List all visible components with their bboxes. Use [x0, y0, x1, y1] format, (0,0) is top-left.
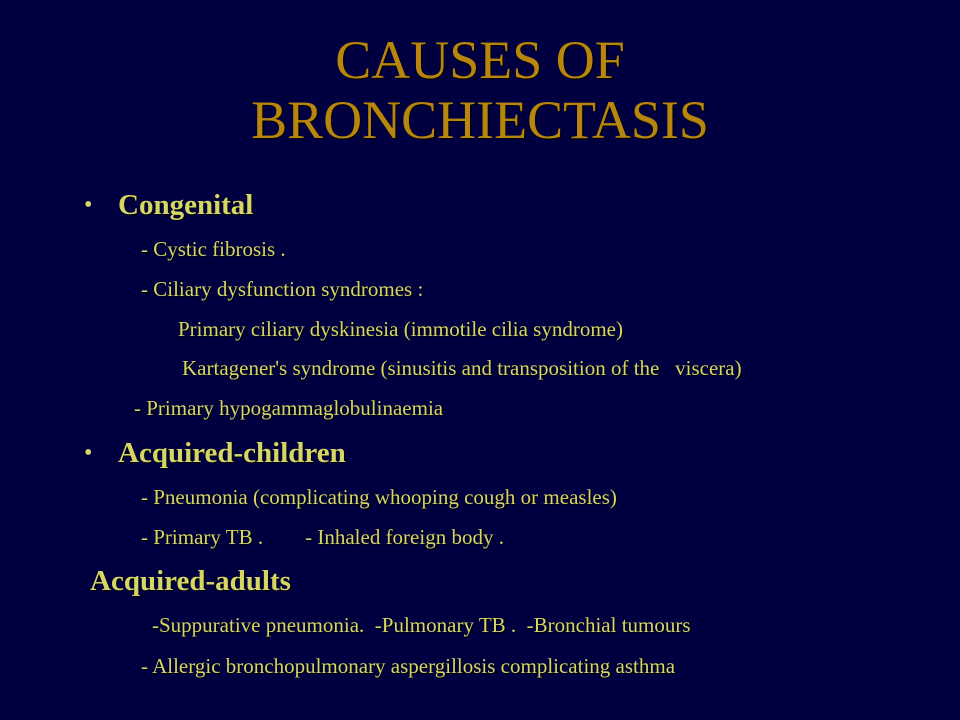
heading-acquired-children: Acquired-children — [118, 437, 346, 469]
bullet-icon: • — [84, 192, 93, 218]
title-line-1: CAUSES OF — [335, 30, 625, 90]
congenital-item: - Cystic fibrosis . — [141, 237, 286, 261]
congenital-item: - Primary hypogammaglobulinaemia — [134, 396, 444, 420]
acquired-children-item: - Pneumonia (complicating whooping cough or measles) — [141, 485, 617, 509]
acquired-adults-item: -Suppurative pneumonia. -Pulmonary TB . -Bronchial tumours — [152, 613, 691, 637]
acquired-children-item: - Primary TB . - Inhaled foreign body . — [141, 525, 504, 549]
congenital-item: Kartagener's syndrome (sinusitis and transposition of the viscera) — [182, 356, 742, 380]
congenital-item: - Ciliary dysfunction syndromes : — [141, 277, 424, 301]
slide-title — [0, 30, 960, 150]
heading-acquired-adults: Acquired-adults — [90, 565, 291, 597]
acquired-adults-item: - Allergic bronchopulmonary aspergillosis complicating asthma — [141, 654, 676, 678]
congenital-item: Primary ciliary dyskinesia (immotile cilia syndrome) — [178, 317, 623, 341]
bullet-icon: • — [84, 440, 93, 466]
heading-congenital: Congenital — [118, 189, 254, 221]
title-line-2: BRONCHIECTASIS — [251, 90, 709, 150]
